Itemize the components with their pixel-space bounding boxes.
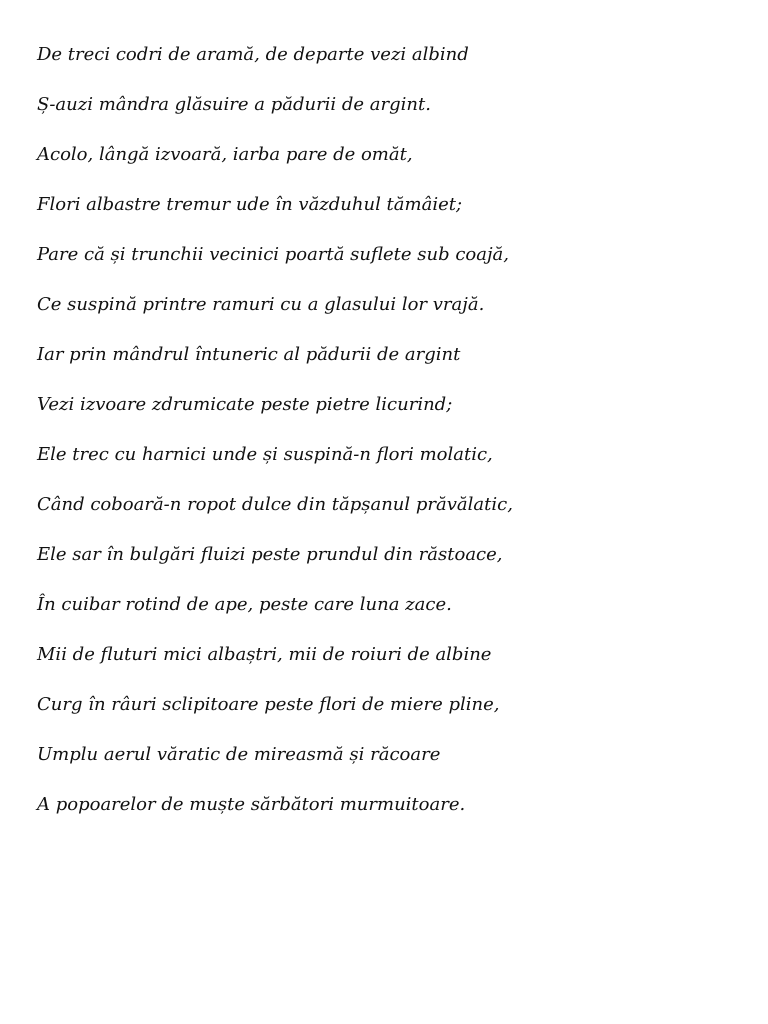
poem-line: Pare că și trunchii vecinici poartă suflete sub coajă,	[37, 244, 509, 265]
poem-line: De treci codri de aramă, de departe vezi albind	[37, 44, 469, 65]
poem-line: Ce suspină printre ramuri cu a glasului lor vrajă.	[37, 294, 485, 315]
poem-line: Ele sar în bulgări fluizi peste prundul din răstoace,	[37, 544, 503, 565]
poem-line: În cuibar rotind de ape, peste care luna zace.	[37, 594, 452, 615]
poem-line: A popoarelor de muște sărbători murmuitoare.	[37, 794, 466, 815]
poem-line: Vezi izvoare zdrumicate peste pietre licurind;	[37, 394, 453, 415]
poem-line: Acolo, lângă izvoară, iarba pare de omăt,	[37, 144, 413, 165]
poem-text	[37, 40, 737, 840]
poem-line: Iar prin mândrul întuneric al pădurii de argint	[37, 344, 461, 365]
poem-line: Curg în râuri sclipitoare peste flori de miere pline,	[37, 694, 500, 715]
poem-line: Ele trec cu harnici unde și suspină-n flori molatic,	[37, 444, 493, 465]
poem-line: Mii de fluturi mici albaștri, mii de roiuri de albine	[37, 644, 492, 665]
poem-line: Umplu aerul văratic de mireasmă și răcoare	[37, 744, 441, 765]
poem-line: Când coboară-n ropot dulce din tăpșanul prăvălatic,	[37, 494, 513, 515]
poem-line: Ș-auzi mândra glăsuire a pădurii de argint.	[37, 94, 431, 115]
poem-line: Flori albastre tremur ude în văzduhul tămâiet;	[37, 194, 463, 215]
